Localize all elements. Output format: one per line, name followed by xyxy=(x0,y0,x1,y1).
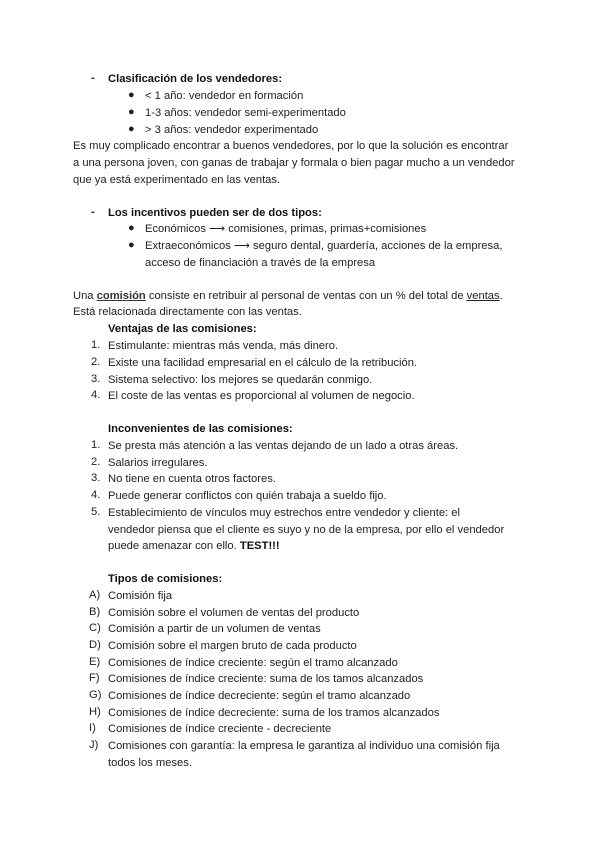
list-item: Comisión sobre el margen bruto de cada producto xyxy=(108,640,357,652)
test-emphasis: TEST!!! xyxy=(239,540,280,552)
list-letter: G) xyxy=(89,689,102,701)
list-item: > 3 años: vendedor experimentado xyxy=(145,124,319,136)
list-item: Comisiones con garantía: la empresa le garantiza al individuo una comisión fija xyxy=(108,740,500,752)
list-number: 5. xyxy=(91,506,101,518)
list-item-text: puede amenazar con ello. xyxy=(108,540,240,552)
list-item: Económicos ⟶ comisiones, primas, primas+comisiones xyxy=(145,223,427,235)
list-item: Puede generar conflictos con quién trabaja a sueldo fijo. xyxy=(108,490,387,502)
list-letter: H) xyxy=(89,706,101,718)
list-item: Comisiones de índice creciente: según el tramo alcanzado xyxy=(108,657,398,669)
intro-text: Una xyxy=(73,290,97,302)
section-heading-ventajas: Ventajas de las comisiones: xyxy=(108,323,257,335)
list-letter: A) xyxy=(89,589,101,601)
paragraph-line: que ya está experimentado en las ventas. xyxy=(73,174,281,186)
list-item-continuation: vendedor piensa que el cliente es suyo y no de la empresa, por ello el vendedor xyxy=(108,524,505,536)
section-heading-incentivos: Los incentivos pueden ser de dos tipos: xyxy=(108,207,322,219)
list-item: No tiene en cuenta otros factores. xyxy=(108,473,276,485)
list-letter: J) xyxy=(89,739,99,751)
list-item: Comisiones de índice decreciente: suma de los tramos alcanzados xyxy=(108,707,440,719)
bullet-icon: ● xyxy=(128,89,135,101)
list-item: Se presta más atención a las ventas dejando de un lado a otras áreas. xyxy=(108,440,459,452)
bullet-icon: ● xyxy=(128,123,135,135)
list-letter: E) xyxy=(89,656,101,668)
list-item: Comisiones de índice decreciente: según el tramo alcanzado xyxy=(108,690,411,702)
bullet-icon: ● xyxy=(128,239,135,251)
list-number: 1. xyxy=(91,339,101,351)
list-number: 3. xyxy=(91,373,101,385)
dash-marker: - xyxy=(91,206,95,218)
paragraph-line: Es muy complicado encontrar a buenos vendedores, por lo que la solución es encontrar xyxy=(73,140,509,152)
list-item: Comisión fija xyxy=(108,590,173,602)
list-letter: I) xyxy=(89,722,96,734)
list-item-continuation: acceso de financiación a través de la empresa xyxy=(145,257,376,269)
paragraph-line: a una persona joven, con ganas de trabajar y formala o bien pagar mucho a un vendedor xyxy=(73,157,515,169)
bullet-icon: ● xyxy=(128,222,135,234)
list-item: 1-3 años: vendedor semi-experimentado xyxy=(145,107,346,119)
list-item: Comisiones de índice creciente - decreciente xyxy=(108,723,332,735)
list-item: El coste de las ventas es proporcional al volumen de negocio. xyxy=(108,390,415,402)
section-heading-tipos: Tipos de comisiones: xyxy=(108,573,223,585)
list-letter: D) xyxy=(89,639,101,651)
list-item: Existe una facilidad empresarial en el cálculo de la retribución. xyxy=(108,357,418,369)
list-item: Comisión a partir de un volumen de ventas xyxy=(108,623,321,635)
section-heading-clasificacion: Clasificación de los vendedores: xyxy=(108,73,283,85)
list-number: 4. xyxy=(91,489,101,501)
list-item: Comisión sobre el volumen de ventas del producto xyxy=(108,607,360,619)
list-item: Salarios irregulares. xyxy=(108,457,208,469)
dash-marker: - xyxy=(91,72,95,84)
list-number: 2. xyxy=(91,456,101,468)
list-letter: C) xyxy=(89,622,101,634)
intro-text: consiste en retribuir al personal de ventas con un % del total de xyxy=(145,290,467,302)
list-item: Sistema selectivo: los mejores se quedarán conmigo. xyxy=(108,374,373,386)
list-item: Estimulante: mientras más venda, más dinero. xyxy=(108,340,339,352)
list-item: Comisiones de índice creciente: suma de los tamos alcanzados xyxy=(108,673,424,685)
list-item: Extraeconómicos ⟶ seguro dental, guardería, acciones de la empresa, xyxy=(145,240,503,252)
list-number: 3. xyxy=(91,472,101,484)
intro-text: . xyxy=(499,290,503,302)
list-number: 4. xyxy=(91,389,101,401)
section-heading-inconvenientes: Inconvenientes de las comisiones: xyxy=(108,423,293,435)
list-item: Establecimiento de vínculos muy estrechos entre vendedor y cliente: el xyxy=(108,507,460,519)
list-number: 1. xyxy=(91,439,101,451)
intro-paragraph-line2: Está relacionada directamente con las ventas. xyxy=(73,306,302,318)
list-item: < 1 año: vendedor en formación xyxy=(145,90,304,102)
list-letter: B) xyxy=(89,606,101,618)
list-item-continuation: todos los meses. xyxy=(108,757,192,769)
bullet-icon: ● xyxy=(128,106,135,118)
list-item-continuation xyxy=(108,539,280,554)
ventas-link[interactable]: ventas xyxy=(466,290,500,302)
list-number: 2. xyxy=(91,356,101,368)
intro-paragraph xyxy=(73,289,503,304)
comision-term: comisión xyxy=(96,290,146,302)
list-letter: F) xyxy=(89,672,100,684)
